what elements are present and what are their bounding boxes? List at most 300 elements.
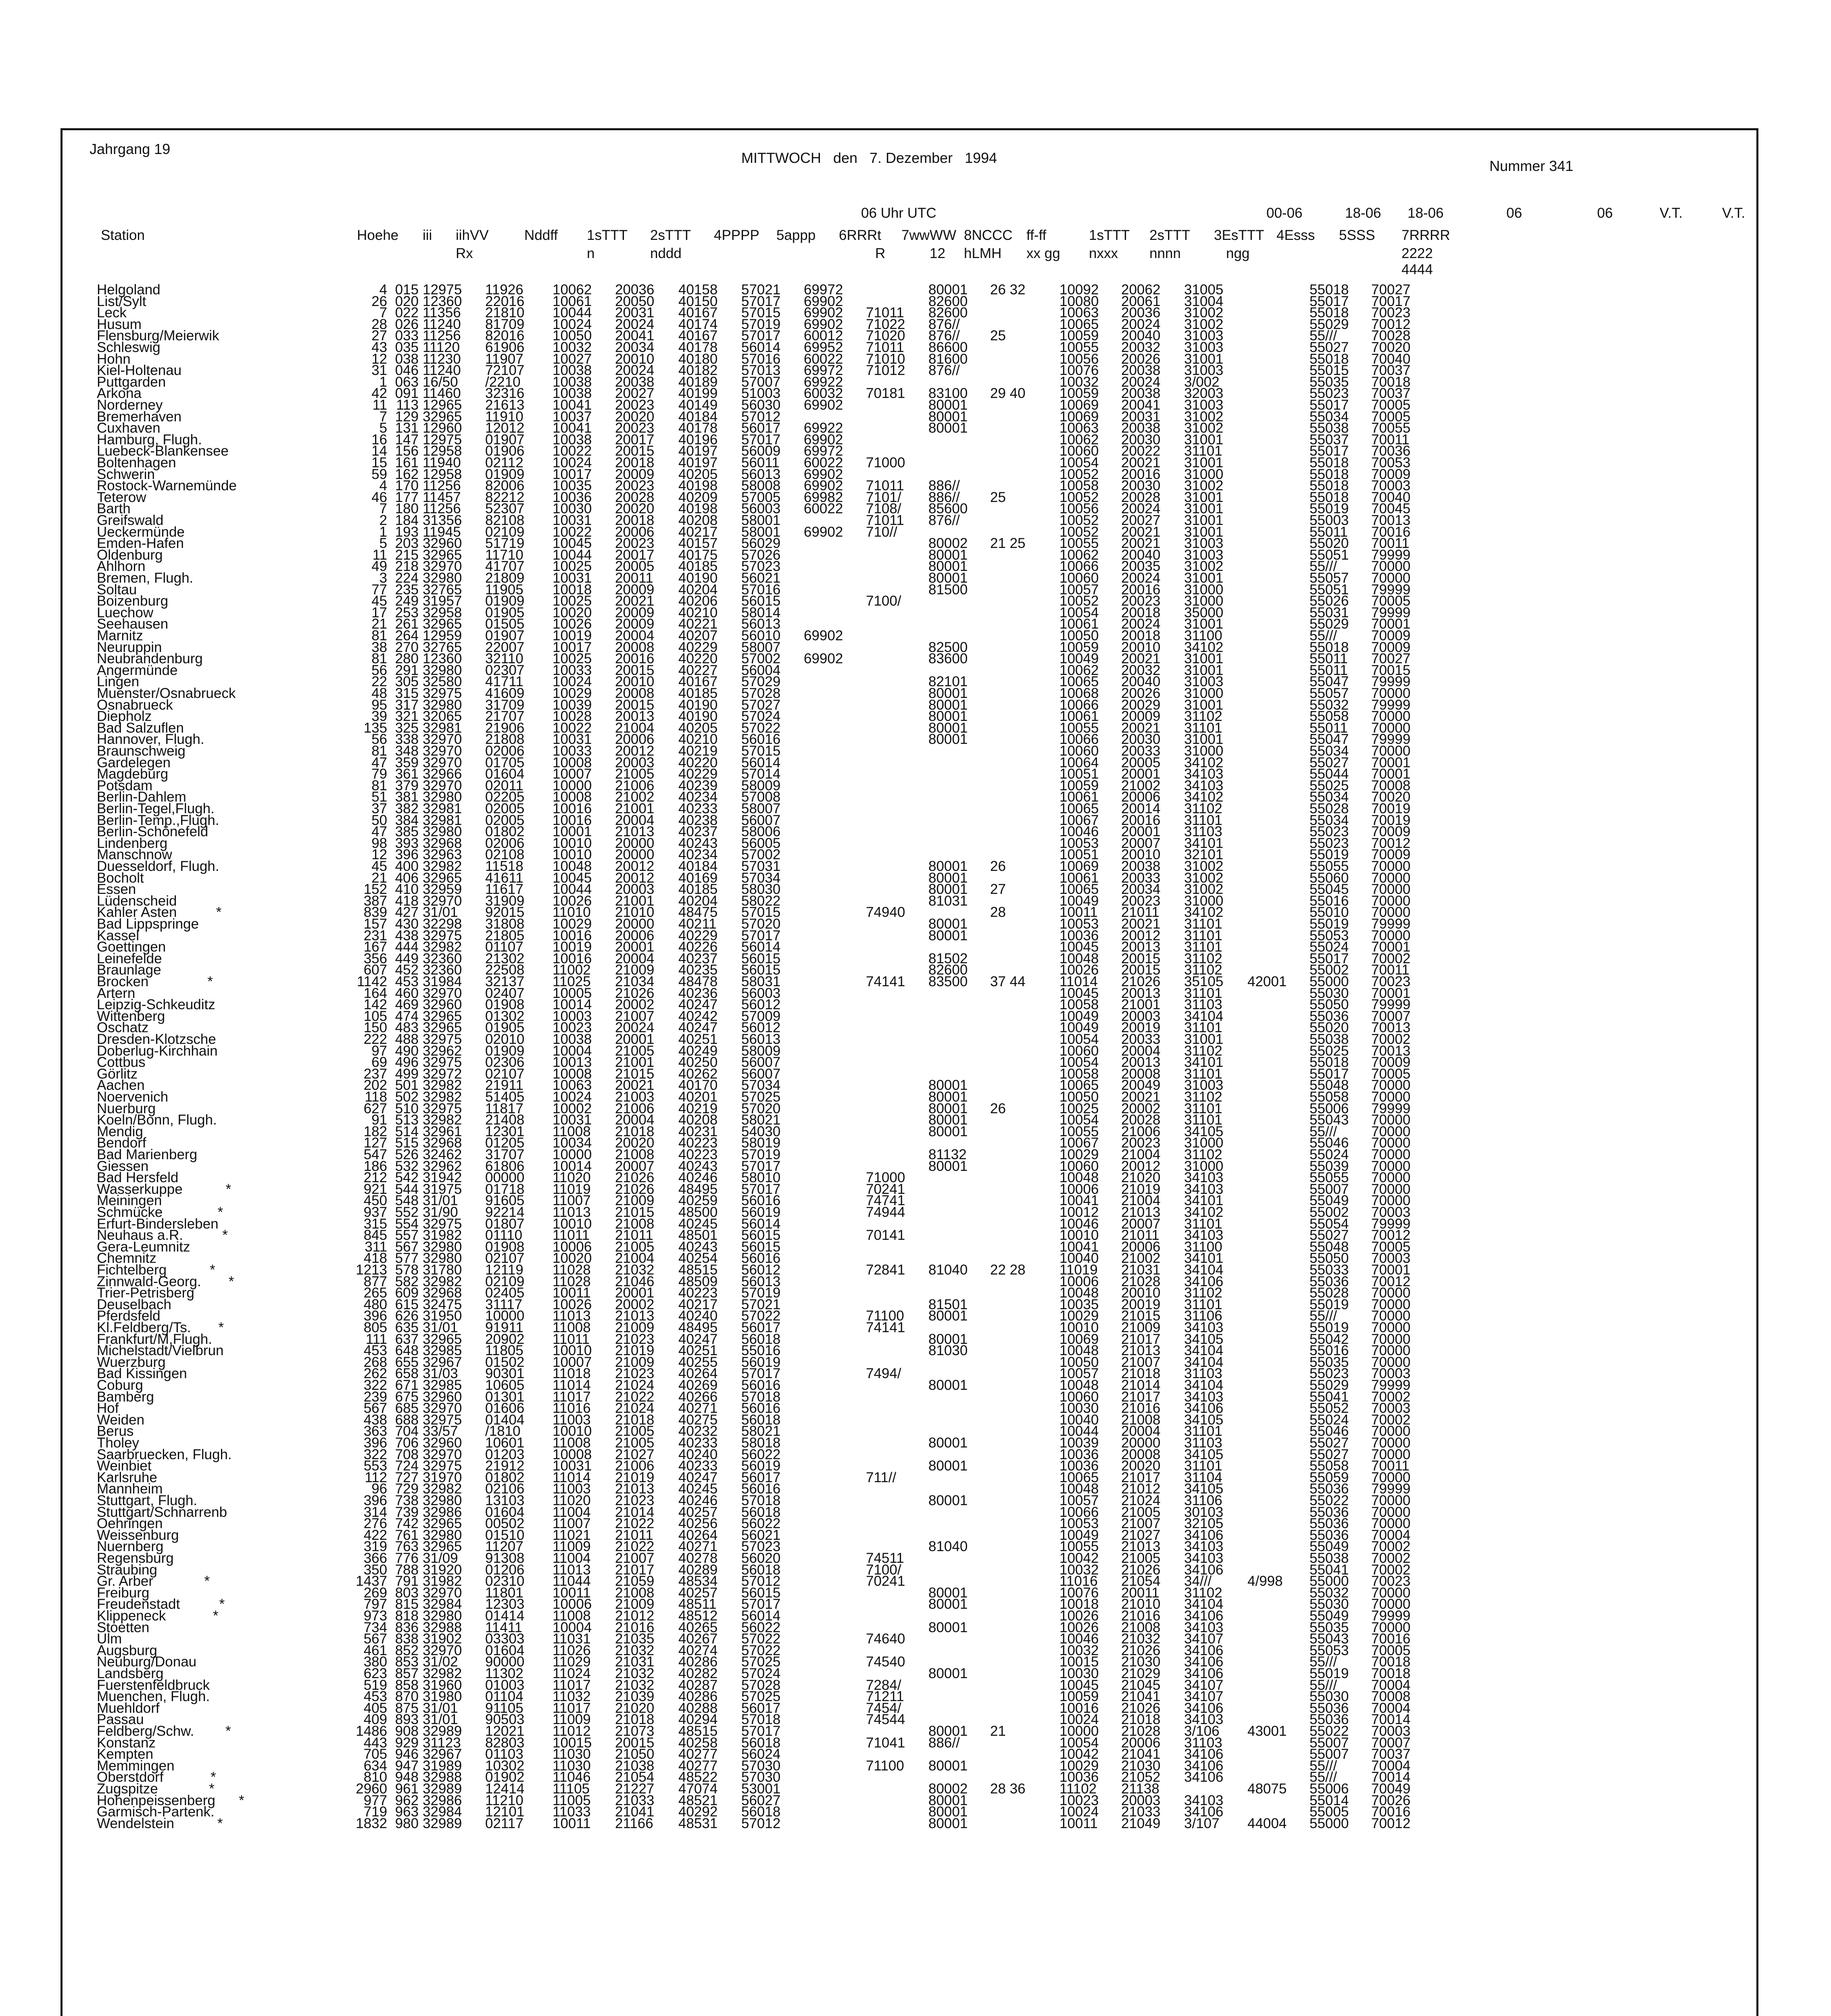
table-cell: 20001 (1121, 766, 1161, 782)
table-cell: 10065 (1059, 316, 1099, 332)
table-cell: 10041 (1059, 1193, 1099, 1209)
table-cell: 34103 (1184, 1181, 1224, 1197)
table-cell: 37 44 (990, 974, 1026, 989)
table-cell: 40217 (678, 524, 718, 540)
table-cell: 32975 (423, 1458, 462, 1474)
table-cell: 20000 (615, 835, 655, 851)
table-cell: 55036 (1310, 1527, 1349, 1543)
table-cell: 20009 (615, 604, 655, 621)
table-cell: 57017 (741, 1158, 781, 1174)
table-cell: 70000 (1371, 927, 1411, 943)
table-cell: 31101 (1184, 812, 1222, 828)
table-cell: 32970 (423, 558, 462, 575)
table-cell: 80001 (928, 731, 968, 748)
table-cell: 31942 (423, 1170, 462, 1186)
table-cell: 34103 (1184, 766, 1224, 782)
table-cell: 818 (395, 1608, 419, 1624)
table-cell: 70000 (1371, 870, 1411, 886)
table-cell: 212 (363, 1170, 387, 1186)
table-cell: 17 (371, 604, 387, 621)
table-cell: 56022 (741, 1516, 781, 1532)
station-name: Stoetten (97, 1619, 150, 1635)
table-cell: 71012 (866, 362, 905, 379)
table-cell: 74141 (866, 1320, 905, 1335)
table-cell: 38 (371, 639, 387, 655)
table-cell: 70008 (1371, 777, 1411, 793)
table-cell: 10045 (1059, 985, 1099, 1001)
table-cell: 11046 (553, 1769, 591, 1785)
table-cell: 74741 (866, 1193, 905, 1209)
table-cell: 31123 (423, 1735, 461, 1751)
table-cell: 55018 (1310, 282, 1349, 298)
table-cell: 20004 (615, 812, 655, 828)
table-cell: 40197 (678, 455, 718, 471)
table-cell: 10025 (1059, 1100, 1099, 1116)
table-cell: 12975 (423, 431, 462, 448)
table-cell: 21001 (615, 1054, 655, 1070)
table-cell: 12021 (485, 1723, 525, 1739)
table-cell: 20035 (1121, 558, 1161, 575)
table-cell: 55016 (1310, 893, 1349, 909)
table-cell: 156 (395, 443, 419, 459)
table-cell: 34103 (1184, 1170, 1224, 1186)
table-cell: 20027 (1121, 512, 1161, 528)
table-cell: 3/002 (1184, 374, 1220, 390)
table-cell: 57030 (741, 1758, 781, 1774)
table-cell: 21810 (485, 305, 525, 321)
table-cell: 21013 (615, 1308, 655, 1324)
table-cell: 70018 (1371, 374, 1411, 390)
table-cell: 34101 (1184, 835, 1224, 851)
table-cell: 11028 (553, 1262, 591, 1278)
table-cell: 70000 (1371, 1423, 1411, 1439)
table-cell: 359 (395, 754, 419, 771)
table-cell: 70019 (1371, 812, 1411, 828)
table-cell: 02005 (485, 801, 525, 816)
table-cell: 10026 (1059, 1608, 1099, 1624)
table-cell: 40229 (678, 766, 718, 782)
table-cell: 32965 (423, 1008, 462, 1024)
table-cell: 70001 (1371, 985, 1411, 1001)
table-cell: 31102 (1184, 950, 1222, 966)
table-cell: 31101 (1184, 1296, 1222, 1312)
station-name: Boltenhagen (97, 455, 176, 471)
table-cell: 21018 (615, 1712, 655, 1728)
table-cell: 20033 (1121, 1031, 1161, 1047)
station-name: Stuttgart/Schnarrenb (97, 1504, 227, 1520)
table-cell: 40184 (678, 858, 718, 874)
table-cell: 55/// (1310, 1677, 1337, 1693)
table-cell: 10019 (553, 628, 592, 644)
table-cell: 314 (363, 1504, 387, 1520)
column-header-label: 2222 (1401, 246, 1433, 261)
station-name: Neuburg/Donau (97, 1654, 197, 1670)
table-cell: 20006 (1121, 789, 1161, 805)
table-cell: 55026 (1310, 593, 1349, 609)
table-cell: 40226 (678, 939, 718, 955)
table-cell: 020 (395, 293, 419, 309)
table-cell: 10031 (553, 570, 592, 586)
table-cell: 21009 (1121, 1320, 1161, 1335)
table-cell: 53001 (741, 1781, 781, 1797)
table-cell: 56007 (741, 812, 781, 828)
table-cell: 55039 (1310, 1158, 1349, 1174)
table-cell: 10066 (1059, 558, 1099, 575)
table-cell: 31/01 (423, 1712, 458, 1728)
table-cell: 11018 (553, 1366, 591, 1382)
table-cell: 57019 (741, 1285, 781, 1301)
table-cell: 10023 (1059, 1792, 1099, 1808)
table-cell: 12101 (485, 1804, 525, 1820)
table-cell: 55019 (1310, 1666, 1349, 1681)
table-cell: 32105 (1184, 1516, 1224, 1532)
table-cell: 10036 (553, 489, 592, 505)
table-cell: 57034 (741, 870, 781, 886)
table-cell: 57015 (741, 904, 781, 921)
table-cell: 70000 (1371, 1170, 1411, 1186)
table-cell: 32137 (485, 974, 525, 989)
table-cell: 15 (371, 455, 387, 471)
table-cell: 40243 (678, 1158, 718, 1174)
table-cell: 361 (395, 766, 419, 782)
table-cell: 10038 (553, 431, 592, 448)
table-cell: 380 (363, 1654, 387, 1670)
table-cell: 40209 (678, 489, 718, 505)
table-cell: 20001 (615, 1031, 655, 1047)
table-cell: 41609 (485, 685, 525, 701)
column-header-label: nddd (650, 246, 682, 261)
table-cell: 704 (395, 1423, 419, 1439)
column-header-label: nnnn (1149, 246, 1181, 261)
table-cell: 162 (395, 466, 419, 482)
table-cell: 56017 (741, 1469, 781, 1485)
table-cell: 32982 (423, 1089, 462, 1105)
table-cell: 10063 (1059, 305, 1099, 321)
table-cell: 12965 (423, 397, 462, 413)
table-cell: 01604 (485, 1642, 525, 1658)
table-cell: 11940 (423, 455, 461, 471)
table-cell: 21020 (1121, 1170, 1161, 1186)
table-cell: 40232 (678, 1423, 718, 1439)
table-cell: 20001 (615, 1285, 655, 1301)
column-header-label: hLMH (964, 246, 1002, 261)
table-cell: 34/// (1184, 1573, 1212, 1589)
table-cell: 01705 (485, 754, 525, 771)
table-cell: 449 (395, 950, 419, 966)
table-cell: 838 (395, 1631, 419, 1647)
table-cell: 10054 (1059, 1054, 1099, 1070)
table-cell: 34106 (1184, 1666, 1224, 1681)
table-cell: 39 (371, 708, 387, 725)
table-cell: 56 (371, 662, 387, 678)
table-cell: 20021 (615, 593, 655, 609)
table-cell: 31103 (1184, 1735, 1222, 1751)
table-cell: 57012 (741, 1573, 781, 1589)
table-cell: 321 (395, 708, 419, 725)
table-cell: 56015 (741, 1239, 781, 1255)
table-cell: 21034 (615, 974, 655, 989)
table-cell: 10042 (1059, 1550, 1099, 1566)
table-cell: 70002 (1371, 1539, 1411, 1555)
table-cell: 21018 (1121, 1712, 1161, 1728)
table-cell: 79999 (1371, 697, 1411, 713)
table-cell: 11029 (553, 1654, 591, 1670)
table-cell: 886// (928, 489, 960, 505)
table-cell: 11617 (485, 881, 523, 898)
table-cell: 31002 (1184, 870, 1224, 886)
table-cell: 10044 (553, 547, 592, 563)
table-cell: 40196 (678, 431, 718, 448)
table-cell: 60012 (804, 328, 843, 344)
table-cell: 82108 (485, 512, 525, 528)
table-cell: 20009 (615, 581, 655, 598)
table-cell: 48500 (678, 1204, 718, 1220)
table-cell: 10048 (1059, 950, 1099, 966)
table-cell: 20019 (1121, 1020, 1161, 1036)
table-cell: 21054 (615, 1769, 655, 1785)
table-cell: 80001 (928, 858, 968, 874)
table-cell: 11460 (423, 385, 461, 402)
table-cell: 21010 (1121, 1596, 1161, 1612)
table-cell: 10076 (1059, 362, 1099, 379)
table-cell: 31103 (1184, 997, 1222, 1013)
table-cell: 69922 (804, 374, 843, 390)
table-cell: 10069 (1059, 858, 1099, 874)
table-cell: 31001 (1184, 489, 1224, 505)
table-cell: 10011 (1059, 1815, 1098, 1831)
table-cell: 20029 (1121, 697, 1161, 713)
table-cell: 10054 (1059, 1735, 1099, 1751)
table-cell: 10052 (1059, 466, 1099, 482)
table-cell: 02006 (485, 743, 525, 759)
table-cell: 40205 (678, 720, 718, 736)
table-cell: 02011 (485, 777, 523, 793)
table-cell: 20023 (1121, 593, 1161, 609)
table-cell: 55045 (1310, 881, 1349, 898)
table-cell: 21030 (1121, 1654, 1161, 1670)
table-cell: 45 (371, 858, 387, 874)
table-cell: 57016 (741, 351, 781, 367)
station-name: Ahlhorn (97, 558, 146, 575)
table-cell: 20030 (1121, 478, 1161, 494)
table-cell: 32975 (423, 1216, 462, 1232)
table-cell: 239 (363, 1389, 387, 1405)
table-cell: 70001 (1371, 616, 1411, 632)
table-cell: 21041 (1121, 1689, 1161, 1705)
table-cell: 40167 (678, 674, 718, 690)
table-cell: 31001 (1184, 431, 1224, 448)
table-cell: 55000 (1310, 1815, 1349, 1831)
table-cell: 552 (395, 1204, 419, 1220)
table-cell: 803 (395, 1585, 419, 1601)
table-cell: 20034 (1121, 881, 1161, 898)
table-cell: 870 (395, 1689, 419, 1705)
table-cell: 32970 (423, 985, 462, 1001)
table-cell: 418 (395, 893, 419, 909)
table-cell: 58001 (741, 524, 781, 540)
table-cell: 582 (395, 1273, 419, 1289)
table-cell: 40269 (678, 1377, 718, 1393)
table-cell: 58014 (741, 604, 781, 621)
table-cell: 32101 (1184, 847, 1224, 863)
table-cell: 79999 (1371, 997, 1411, 1013)
table-cell: 55048 (1310, 1077, 1349, 1093)
station-name: Schleswig (97, 339, 161, 355)
table-cell: 21019 (1121, 1181, 1161, 1197)
table-cell: 488 (395, 1031, 419, 1047)
table-cell: 34104 (1184, 1008, 1224, 1024)
table-cell: 10065 (1059, 674, 1099, 690)
table-cell: 55019 (1310, 501, 1349, 517)
table-cell: 57026 (741, 547, 781, 563)
table-cell: 57017 (741, 328, 781, 344)
table-cell: 356 (363, 950, 387, 966)
table-cell: 1213 (356, 1262, 387, 1278)
table-cell: 01301 (485, 1389, 525, 1405)
table-cell: 10003 (553, 1008, 592, 1024)
table-cell: 56005 (741, 835, 781, 851)
table-cell: 20008 (615, 639, 655, 655)
table-cell: 961 (395, 1781, 419, 1797)
table-cell: 42 (371, 385, 387, 402)
table-cell: 113 (396, 397, 419, 413)
station-name: Gera-Leumnitz (97, 1239, 190, 1255)
station-name: Rostock-Warnemünde (97, 478, 237, 494)
table-cell: 55018 (1310, 466, 1349, 482)
table-cell: 56022 (741, 1446, 781, 1462)
table-cell: 10037 (553, 408, 592, 425)
table-cell: 033 (395, 328, 419, 344)
table-cell: 10016 (553, 801, 592, 816)
table-cell: 47074 (678, 1781, 718, 1797)
table-cell: 55023 (1310, 824, 1349, 840)
table-cell: 10010 (1059, 1227, 1099, 1243)
table-cell: 40237 (678, 824, 718, 840)
table-cell: 32462 (423, 1147, 462, 1162)
table-cell: 80001 (928, 1089, 968, 1105)
table-cell: 40233 (678, 1435, 718, 1451)
table-cell: 21031 (615, 1654, 655, 1670)
table-cell: 70000 (1371, 1331, 1411, 1347)
station-name: Greifswald (97, 512, 164, 528)
table-cell: 857 (395, 1666, 419, 1681)
table-cell: 11210 (485, 1792, 523, 1808)
table-cell: 80001 (928, 558, 968, 575)
table-cell: 921 (363, 1181, 387, 1197)
table-cell: 10029 (1059, 1147, 1099, 1162)
table-cell: 10045 (1059, 1677, 1099, 1693)
station-name: Muenchen, Flugh. (97, 1689, 210, 1705)
table-cell: 56013 (741, 1273, 781, 1289)
table-cell: 10006 (1059, 1273, 1099, 1289)
table-cell: 31001 (1184, 651, 1224, 667)
table-cell: 55030 (1310, 985, 1349, 1001)
table-cell: 60032 (804, 385, 843, 402)
table-cell: 11256 (423, 478, 461, 494)
table-cell: 10046 (1059, 824, 1099, 840)
table-cell: 10025 (553, 651, 592, 667)
table-cell: 12958 (423, 466, 462, 482)
table-cell: 55031 (1310, 604, 1349, 621)
table-cell: 20038 (1121, 858, 1161, 874)
table-cell: 21005 (1121, 1504, 1161, 1520)
table-cell: 70001 (1371, 939, 1411, 955)
table-cell: 11011 (553, 1227, 590, 1243)
table-cell: 21302 (485, 950, 525, 966)
table-cell: 10036 (1059, 1458, 1099, 1474)
table-cell: 32989 (423, 1815, 462, 1831)
table-cell: 21011 (615, 1527, 653, 1543)
table-cell: 34103 (1184, 1389, 1224, 1405)
table-cell: 22016 (485, 293, 525, 309)
table-cell: 40207 (678, 628, 718, 644)
table-cell: 56014 (741, 1608, 781, 1624)
table-cell: 10007 (553, 766, 592, 782)
table-cell: 70037 (1371, 385, 1411, 402)
table-cell: 79999 (1371, 1377, 1411, 1393)
table-cell: 59 (371, 466, 387, 482)
table-cell: 20009 (615, 616, 655, 632)
table-cell: 10054 (1059, 1112, 1099, 1128)
table-cell: 34103 (1184, 1539, 1224, 1555)
table-cell: 81 (371, 743, 387, 759)
table-cell: 11010 (553, 904, 591, 921)
table-cell: 57028 (741, 1677, 781, 1693)
table-cell: 469 (395, 997, 419, 1013)
table-cell: 460 (395, 985, 419, 1001)
table-cell: 31003 (1184, 535, 1224, 552)
table-cell: 40210 (678, 604, 718, 621)
table-cell: 31101 (1184, 1066, 1222, 1082)
column-header-label: 2sTTT (1149, 227, 1191, 243)
table-cell: 70002 (1371, 1412, 1411, 1428)
table-cell: 501 (395, 1077, 419, 1093)
table-cell: 510 (395, 1100, 419, 1116)
table-cell: 11026 (553, 1642, 591, 1658)
table-cell: 31003 (1184, 1077, 1224, 1093)
table-cell: 57002 (741, 847, 781, 863)
table-cell: 70015 (1371, 662, 1411, 678)
table-cell: 57030 (741, 1769, 781, 1785)
table-cell: 21024 (1121, 1493, 1161, 1508)
table-cell: 48515 (678, 1262, 718, 1278)
table-cell: 31902 (423, 1631, 462, 1647)
table-cell: 21015 (1121, 1308, 1161, 1324)
table-cell: 56030 (741, 397, 781, 413)
table-cell: 21026 (1121, 974, 1161, 989)
table-cell: 32298 (423, 916, 462, 932)
table-cell: 40245 (678, 1216, 718, 1232)
station-name: Emden-Hafen (97, 535, 184, 552)
table-cell: 40277 (678, 1746, 718, 1762)
table-cell: 70037 (1371, 1746, 1411, 1762)
table-cell: 40182 (678, 362, 718, 379)
table-cell: 20010 (1121, 1285, 1161, 1301)
table-cell: 20027 (615, 385, 655, 402)
table-cell: 55002 (1310, 962, 1349, 978)
table-cell: 56019 (741, 1458, 781, 1474)
column-header-label: V.T. (1722, 205, 1745, 221)
table-cell: 12959 (423, 628, 462, 644)
table-cell: 886// (928, 478, 960, 494)
table-cell: 11017 (553, 1677, 591, 1693)
column-header-label: 7RRRR (1401, 227, 1450, 243)
table-cell: 32965 (423, 616, 462, 632)
table-cell: 20010 (615, 351, 655, 367)
table-cell: 31106 (1184, 1308, 1222, 1324)
table-cell: 31104 (1184, 1469, 1222, 1485)
station-name: Hamburg, Flugh. (97, 431, 202, 448)
